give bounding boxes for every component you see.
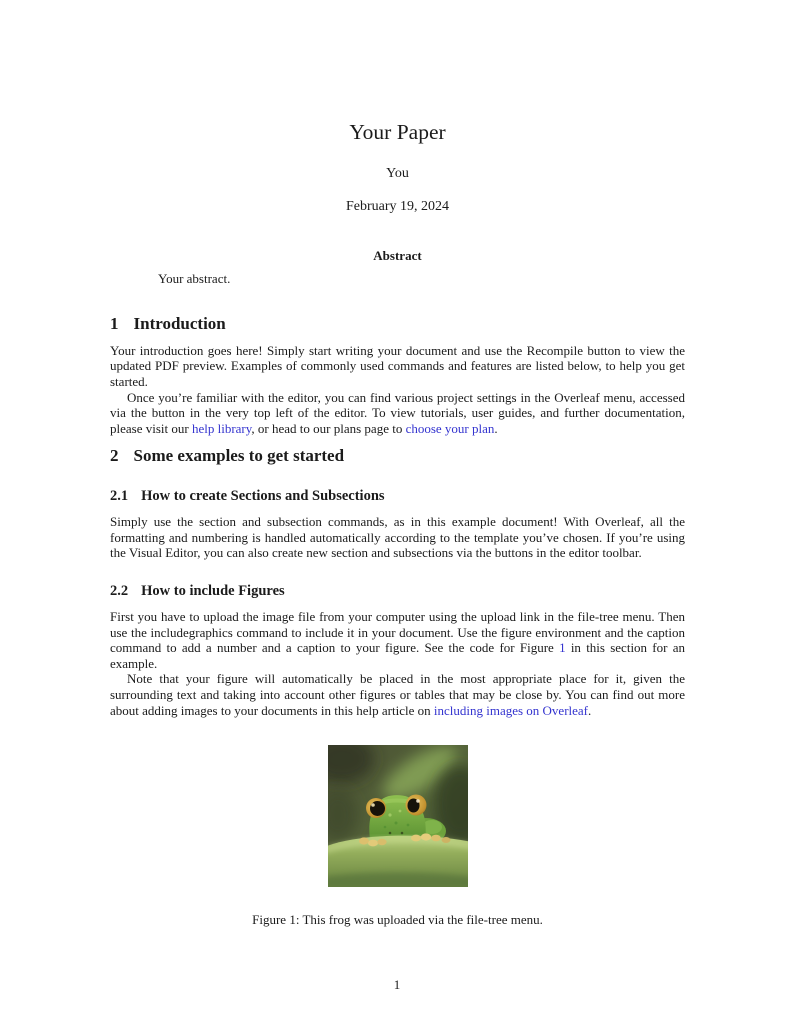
paragraph: Your introduction goes here! Simply start writing your document and use the Recompile button to view the updated PDF preview. Examples of commonly used commands and features are listed below, to help you get started. [110,342,685,389]
paragraph: Simply use the section and subsection commands, as in this example document! With Overleaf, all the formatting and numbering is handled automatically according to the template you’ve chosen. If you’re using the Visual Editor, you can also create new section and subsections via the buttons in the editor toolbar. [110,514,685,561]
paragraph-text: . [588,702,592,718]
section-number: 2 [110,446,119,466]
abstract-text: Your abstract. [158,270,231,286]
section-title: Introduction [133,313,226,333]
paragraph [110,390,685,437]
subsection-number: 2.1 [110,488,129,505]
section-heading-examples [110,446,685,466]
paragraph-text: First you have to upload the image file from your computer using the upload link in the file-tree menu. Then use the includegraphics command to include it in your document. Use the figure environment and the caption command to add a number and a caption to your figure. See the code for Figure [110,609,685,656]
author: You [386,165,409,181]
paragraph [110,671,685,718]
abstract-block [110,248,685,287]
date: February 19, 2024 [345,198,450,214]
frog-photo-graphic [328,745,468,887]
subsection-title: How to create Sections and Subsections [141,488,385,505]
figure-1 [110,745,685,928]
including-images-link[interactable]: including images on Overleaf [433,702,589,718]
abstract-heading: Abstract [373,247,422,263]
section-heading-introduction [110,314,685,334]
subsection-number: 2.2 [110,583,129,600]
page-title: Your Paper [349,120,446,144]
paragraph-text: Note that your figure will automatically be placed in the most appropriate place for it, given the surrounding text and taking into account other figures or tables that may be close by. You can find out more about adding images to your documents in this help article on [110,671,685,718]
paragraph-text: . [494,420,498,436]
help-library-link[interactable]: help library [191,420,252,436]
section-number: 1 [110,313,119,333]
figure-ref-link[interactable]: 1 [559,640,566,656]
page-number: 1 [393,977,401,992]
paragraph-text: Once you’re familiar with the editor, you can find various project settings in the Overleaf menu, accessed via the button in the very top left of the editor. To view tutorials, user guides, and further documentation, please visit our [110,389,685,436]
subsection-title: How to include Figures [141,583,285,600]
figure-caption: Figure 1: This frog was uploaded via the file-tree menu. [252,912,543,928]
subsection-heading-sections [110,488,685,505]
paragraph-text: , or head to our plans page to [251,420,406,436]
frog-photo [328,745,468,887]
section-title: Some examples to get started [133,446,345,466]
paragraph [110,609,685,671]
subsection-heading-figures [110,583,685,600]
choose-your-plan-link[interactable]: choose your plan [405,420,495,436]
paragraph-text: in this section for an example. [110,640,685,671]
